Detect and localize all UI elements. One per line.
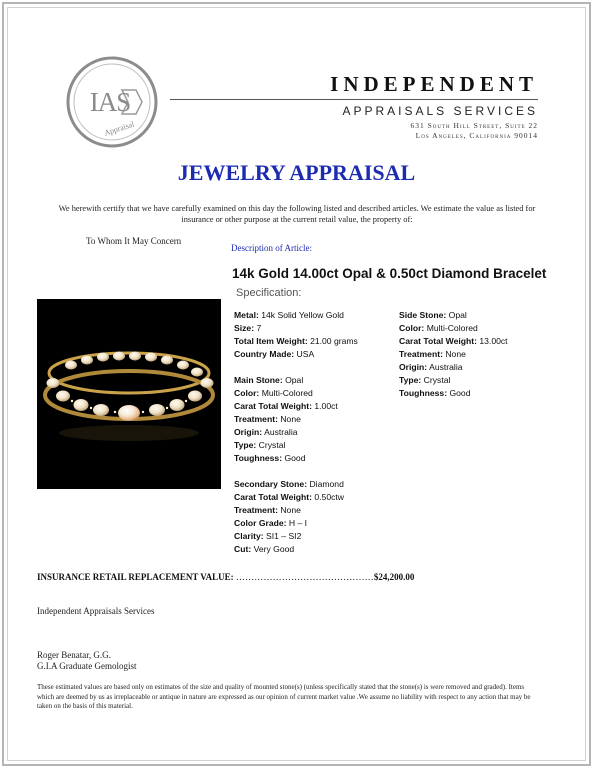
company-header — [170, 72, 538, 141]
insurance-value-line — [37, 572, 414, 582]
ias-logo — [66, 56, 158, 148]
spec-row: Treatment: None — [234, 505, 301, 515]
logo-arc-text: Appraisal — [103, 119, 136, 138]
spec-row: Origin: Australia — [234, 427, 298, 437]
address-line-2: Los Angeles, California 90014 — [415, 131, 538, 140]
spec-row: Treatment: None — [399, 349, 466, 359]
description-label: Description of Article: — [231, 243, 312, 253]
insurance-leader-dots: ……………………………………… — [235, 572, 374, 582]
spec-row: Origin: Australia — [399, 362, 463, 372]
logo-monogram: IAS — [89, 87, 131, 117]
signer-title: G.I.A Graduate Gemologist — [37, 661, 137, 671]
bracelet-photo — [37, 299, 221, 489]
spec-column-left — [234, 309, 358, 556]
document-title: JEWELRY APPRAISAL — [177, 160, 416, 185]
spec-row: Main Stone: Opal — [234, 375, 304, 385]
spec-row: Treatment: None — [234, 414, 301, 424]
spec-row: Color Grade: H – I — [234, 518, 308, 528]
spec-row: Clarity: SI1 – SI2 — [234, 531, 302, 541]
address-line-1: 631 South Hill Street, Suite 22 — [410, 121, 538, 130]
insurance-label: INSURANCE RETAIL REPLACEMENT VALUE: — [37, 572, 234, 582]
spec-row: Color: Multi-Colored — [234, 388, 313, 398]
spec-row: Type: Crystal — [399, 375, 451, 385]
insurance-value: $24,200.00 — [373, 572, 415, 582]
spec-row: Secondary Stone: Diamond — [234, 479, 344, 489]
specification-label: Specification: — [236, 287, 302, 299]
spec-row: Cut: Very Good — [234, 544, 295, 554]
spec-row: Metal: 14k Solid Yellow Gold — [234, 310, 344, 320]
spec-row: Total Item Weight: 21.00 grams — [234, 336, 358, 346]
spec-row: Color: Multi-Colored — [399, 323, 478, 333]
company-address — [170, 121, 538, 141]
spec-row: Type: Crystal — [234, 440, 286, 450]
spec-row: Carat Total Weight: 13.00ct — [399, 336, 508, 346]
spec-row: Country Made: USA — [234, 349, 315, 359]
spec-row: Size: 7 — [234, 323, 262, 333]
spec-row: Side Stone: Opal — [399, 310, 467, 320]
spec-row: Toughness: Good — [234, 453, 306, 463]
signer-name: Roger Benatar, G.G. — [37, 650, 111, 660]
recipient: To Whom It May Concern — [86, 236, 182, 246]
spec-row: Carat Total Weight: 0.50ctw — [234, 492, 344, 502]
item-title: 14k Gold 14.00ct Opal & 0.50ct Diamond Bracelet — [232, 266, 547, 281]
spec-row: Toughness: Good — [399, 388, 471, 398]
signer-block — [37, 650, 136, 672]
company-rule — [170, 99, 538, 100]
company-name: INDEPENDENT — [330, 72, 538, 96]
company-subtitle: APPRAISALS SERVICES — [342, 104, 538, 118]
certification-text: We herewith certify that we have carefully examined on this day the following listed and described articles. We estimate the value as listed for insurance or other purpose at the current retail value, the property of: — [58, 204, 536, 224]
disclaimer-text: These estimated values are based only on estimates of the size and quality of mounted stone(s) (unless specifically stated that the stone(s) is were removed and graded). Items which are deemed by us as irreplaceable or antique in nature are expressed as our opinion of current market value .We assume no liability with respect to any action that may be taken on the basis of this material. — [37, 683, 531, 710]
spec-column-right — [399, 309, 508, 400]
footer-company: Independent Appraisals Services — [37, 606, 155, 616]
spec-row: Carat Total Weight: 1.00ct — [234, 401, 338, 411]
